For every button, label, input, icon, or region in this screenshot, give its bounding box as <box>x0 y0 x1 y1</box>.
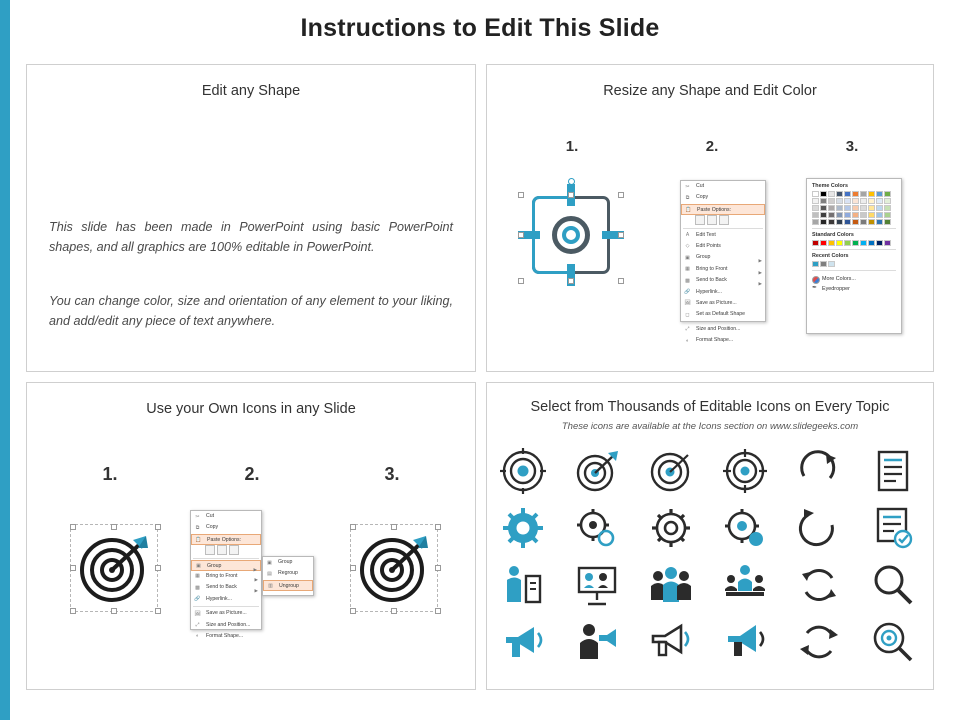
context-menu-label: Bring to Front <box>206 572 238 579</box>
selection-handle-tl[interactable] <box>70 524 76 530</box>
paste-icon-2[interactable] <box>217 545 227 555</box>
panel-separator <box>812 228 896 229</box>
context-menu-item[interactable] <box>191 511 261 522</box>
megaphone-filled-icon[interactable] <box>722 619 768 665</box>
submenu-item-group[interactable] <box>263 557 313 568</box>
color-picker-panel[interactable] <box>806 178 902 334</box>
selection-handle-tc[interactable] <box>391 524 397 530</box>
theme-colors-row-3[interactable] <box>812 205 898 211</box>
panel-edit-any-shape <box>26 64 476 372</box>
scissors-icon: ✂ <box>195 513 200 520</box>
selection-handle-mr[interactable] <box>618 232 624 238</box>
context-menu-label: Cut <box>696 183 705 189</box>
icon-gallery <box>496 448 924 678</box>
context-menu-label: Paste Options: <box>697 206 732 213</box>
selection-handle-br[interactable] <box>618 278 624 284</box>
color-swatch[interactable] <box>828 198 835 204</box>
context-menu-item[interactable] <box>191 522 261 533</box>
color-swatch[interactable] <box>828 261 835 267</box>
color-swatch[interactable] <box>876 205 883 211</box>
send-back-icon: ▩ <box>685 277 690 284</box>
color-swatch[interactable] <box>876 240 883 246</box>
color-swatch[interactable] <box>820 212 827 218</box>
group-people-icon[interactable] <box>648 562 694 608</box>
text-icon: A <box>685 232 690 239</box>
gear-cog-icon[interactable] <box>722 505 768 551</box>
format-shape-icon: ◐ <box>685 337 690 344</box>
recycle-arrows-icon[interactable] <box>796 562 842 608</box>
eyedropper-icon: ✒ <box>812 285 818 291</box>
color-swatch[interactable] <box>820 240 827 246</box>
panel-title-resize-shape: Resize any Shape and Edit Color <box>603 83 817 99</box>
context-menu-item[interactable] <box>681 298 765 309</box>
theme-colors-label: Theme Colors <box>812 183 848 189</box>
color-swatch[interactable] <box>876 198 883 204</box>
group-icon: ▣ <box>267 559 272 566</box>
context-menu-item[interactable] <box>681 241 765 252</box>
selection-handle-bc[interactable] <box>111 608 117 614</box>
chevron-right-icon: ▶ <box>253 566 257 572</box>
context-menu-item[interactable] <box>191 594 261 605</box>
color-swatch[interactable] <box>844 205 851 211</box>
step-number-bl-3: 3. <box>384 464 400 484</box>
selection-handle-ml[interactable] <box>70 565 76 571</box>
target-crosshair-icon[interactable] <box>722 448 768 494</box>
default-shape-icon: ◻ <box>685 311 690 318</box>
selection-handle-br[interactable] <box>435 608 441 614</box>
group-icon: ▣ <box>196 563 201 570</box>
theme-colors-row-5[interactable] <box>812 219 898 225</box>
context-menu-label: Paste Options: <box>207 536 242 543</box>
color-swatch[interactable] <box>868 205 875 211</box>
color-swatch[interactable] <box>812 261 819 267</box>
refresh-circle-icon[interactable] <box>796 505 842 551</box>
color-swatch[interactable] <box>884 205 891 211</box>
panel-title-editable-icons: Select from Thousands of Editable Icons on Every Topic <box>530 399 890 415</box>
eyedropper-item[interactable] <box>810 284 898 294</box>
chevron-right-icon: ▶ <box>758 281 762 287</box>
paste-icon-1[interactable] <box>695 215 705 225</box>
context-menu-item[interactable] <box>681 192 765 203</box>
submenu-label: Regroup <box>278 570 298 577</box>
target-dart-icon-1 <box>74 528 154 608</box>
color-swatch[interactable] <box>812 240 819 246</box>
gear-outline-icon[interactable] <box>648 505 694 551</box>
context-menu-item[interactable] <box>681 252 765 263</box>
format-shape-icon: ◐ <box>195 633 200 640</box>
eyedropper-label: Eyedropper <box>822 286 850 292</box>
size-position-icon: ⤢ <box>195 622 200 629</box>
color-swatch[interactable] <box>852 198 859 204</box>
color-swatch[interactable] <box>836 205 843 211</box>
context-menu-label: Format Shape... <box>206 632 244 639</box>
submenu-label: Ungroup <box>279 582 299 589</box>
color-swatch[interactable] <box>812 212 819 218</box>
color-swatch[interactable] <box>844 240 851 246</box>
color-swatch[interactable] <box>836 191 843 197</box>
context-menu-label: Hyperlink... <box>206 595 232 602</box>
color-swatch[interactable] <box>868 191 875 197</box>
recent-colors-label: Recent Colors <box>812 253 849 259</box>
paste-option-icons[interactable] <box>205 545 241 556</box>
context-menu-label: Save as Picture... <box>206 610 247 617</box>
context-menu-item[interactable] <box>191 620 261 631</box>
menu-separator <box>193 606 259 607</box>
color-swatch[interactable] <box>884 240 891 246</box>
context-menu-label: Format Shape... <box>696 337 734 344</box>
shape-ring-inner <box>562 226 580 244</box>
context-menu-item[interactable] <box>191 631 261 642</box>
color-swatch[interactable] <box>884 219 891 225</box>
selection-handle-bl[interactable] <box>350 608 356 614</box>
color-swatch[interactable] <box>820 191 827 197</box>
context-menu-item[interactable] <box>681 309 765 320</box>
color-swatch[interactable] <box>868 212 875 218</box>
color-swatch[interactable] <box>852 240 859 246</box>
selection-handle-tr[interactable] <box>618 192 624 198</box>
context-menu-label: Set as Default Shape <box>696 311 746 318</box>
color-swatch[interactable] <box>868 240 875 246</box>
context-menu-label: Copy <box>696 194 709 201</box>
circular-arrows-icon[interactable] <box>796 619 842 665</box>
color-swatch[interactable] <box>844 212 851 218</box>
color-swatch[interactable] <box>828 219 835 225</box>
more-colors-label: More Colors... <box>822 276 856 282</box>
standard-colors-label: Standard Colors <box>812 232 854 238</box>
color-swatch[interactable] <box>884 198 891 204</box>
scissors-icon: ✂ <box>685 183 690 190</box>
menu-separator <box>193 558 259 559</box>
target-dart-icon-3 <box>354 528 434 608</box>
standard-colors-row[interactable] <box>812 240 898 246</box>
ungroup-icon: ▥ <box>268 583 273 590</box>
more-colors-item[interactable] <box>810 274 898 284</box>
context-menu-item-paste-options[interactable] <box>681 204 765 215</box>
color-swatch[interactable] <box>828 191 835 197</box>
color-swatch[interactable] <box>884 212 891 218</box>
context-submenu-group[interactable] <box>262 556 314 596</box>
color-swatch[interactable] <box>820 261 827 267</box>
color-swatch[interactable] <box>852 219 859 225</box>
color-swatch[interactable] <box>820 198 827 204</box>
recent-colors-row[interactable] <box>812 261 898 267</box>
target-spiral-icon[interactable] <box>648 448 694 494</box>
panel-separator <box>812 249 896 250</box>
chevron-right-icon: ▶ <box>758 269 762 275</box>
selection-handle-bl[interactable] <box>70 608 76 614</box>
color-swatch[interactable] <box>876 191 883 197</box>
paste-icon-1[interactable] <box>205 545 215 555</box>
context-menu-item[interactable] <box>191 608 261 619</box>
step-number-tr-1: 1. <box>565 138 579 155</box>
selection-handle-mr[interactable] <box>155 565 161 571</box>
color-swatch[interactable] <box>828 212 835 218</box>
send-back-icon: ▩ <box>195 584 200 591</box>
paste-option-icons[interactable] <box>695 215 731 226</box>
megaphone-icon[interactable] <box>500 619 546 665</box>
selection-handle-ml[interactable] <box>350 565 356 571</box>
color-swatch[interactable] <box>836 219 843 225</box>
submenu-item-ungroup[interactable] <box>263 580 313 591</box>
context-menu-item[interactable] <box>681 181 765 192</box>
context-menu-label: Copy <box>206 524 219 531</box>
selection-handle-br[interactable] <box>155 608 161 614</box>
context-menu-item[interactable] <box>681 287 765 298</box>
accent-bar <box>0 0 10 720</box>
panel-title-use-own-icons: Use your Own Icons in any Slide <box>146 401 356 417</box>
color-swatch[interactable] <box>836 212 843 218</box>
clipboard-icon: 📋 <box>195 537 202 544</box>
color-swatch[interactable] <box>852 212 859 218</box>
context-menu-item[interactable] <box>191 582 261 593</box>
context-menu-label: Save as Picture... <box>696 299 737 306</box>
team-meeting-icon[interactable] <box>722 562 768 608</box>
chevron-right-icon: ▶ <box>254 588 258 594</box>
context-menu-label: Hyperlink... <box>696 288 722 295</box>
theme-colors-row-1[interactable] <box>812 191 898 197</box>
context-menu-label: Send to Back <box>206 584 237 591</box>
context-menu-item[interactable] <box>681 335 765 346</box>
selection-handle-bl[interactable] <box>518 278 524 284</box>
color-swatch[interactable] <box>884 191 891 197</box>
panel-separator <box>812 270 896 271</box>
picture-icon: 🖼 <box>194 610 201 617</box>
context-menu-shape[interactable] <box>680 180 766 344</box>
bring-front-icon: ▦ <box>685 266 690 273</box>
color-swatch[interactable] <box>860 219 867 225</box>
color-swatch[interactable] <box>876 212 883 218</box>
submenu-label: Group <box>278 559 293 565</box>
target-search-icon[interactable] <box>870 619 916 665</box>
color-swatch[interactable] <box>836 240 843 246</box>
clipboard-icon: 📋 <box>685 207 692 214</box>
selection-handle-mr[interactable] <box>435 565 441 571</box>
color-swatch[interactable] <box>860 205 867 211</box>
chevron-right-icon: ▶ <box>758 258 762 264</box>
step-number-tr-2: 2. <box>705 138 719 155</box>
selection-handle-bc[interactable] <box>568 278 574 284</box>
color-swatch[interactable] <box>860 240 867 246</box>
context-menu-item[interactable] <box>681 264 765 275</box>
context-menu-label: Size and Position... <box>206 621 251 628</box>
context-menu-label: Edit Points <box>696 242 721 249</box>
context-menu-icon[interactable] <box>190 510 262 640</box>
paragraph-one: This slide has been made in PowerPoint using basic PowerPoint shapes, and all graphics are 100% editable in PowerPoint. <box>49 220 453 255</box>
context-menu-label: Cut <box>206 513 215 519</box>
color-swatch[interactable] <box>860 198 867 204</box>
color-swatch[interactable] <box>812 205 819 211</box>
color-swatch[interactable] <box>868 219 875 225</box>
selection-handle-tl[interactable] <box>350 524 356 530</box>
color-swatch[interactable] <box>852 205 859 211</box>
chevron-right-icon: ▶ <box>254 576 258 582</box>
person-megaphone-icon[interactable] <box>574 619 620 665</box>
step-number-tr-3: 3. <box>845 138 859 155</box>
context-menu-item[interactable] <box>681 275 765 286</box>
menu-separator <box>683 322 763 323</box>
context-menu-item-group[interactable] <box>191 560 261 571</box>
color-swatch[interactable] <box>852 191 859 197</box>
color-swatch[interactable] <box>820 205 827 211</box>
selection-handle-tl[interactable] <box>518 192 524 198</box>
refresh-clockwise-icon[interactable] <box>796 448 842 494</box>
gear-solid-icon[interactable] <box>500 505 546 551</box>
color-swatch[interactable] <box>836 198 843 204</box>
color-swatch[interactable] <box>844 198 851 204</box>
target-dart-icon[interactable] <box>574 448 620 494</box>
hyperlink-icon: 🔗 <box>194 596 201 603</box>
paragraph-two: You can change color, size and orientation of any element to your liking, and add/edit any piece of text anywhere. <box>49 294 453 329</box>
panel-subtitle-icons-source: These icons are available at the Icons section on www.slidegeeks.com <box>561 421 859 432</box>
paste-options-icons-row[interactable] <box>681 215 765 226</box>
selection-handle-tr[interactable] <box>155 524 161 530</box>
submenu-item-regroup[interactable] <box>263 568 313 579</box>
color-swatch[interactable] <box>868 198 875 204</box>
person-podium-icon[interactable] <box>500 562 546 608</box>
color-swatch[interactable] <box>844 191 851 197</box>
size-position-icon: ⤢ <box>685 326 690 333</box>
color-swatch[interactable] <box>820 219 827 225</box>
context-menu-item-paste-options[interactable] <box>191 534 261 545</box>
color-swatch[interactable] <box>860 212 867 218</box>
panel-title-edit-any-shape: Edit any Shape <box>201 83 301 99</box>
bring-front-icon: ▦ <box>195 573 200 580</box>
copy-icon: ⧉ <box>685 194 690 201</box>
step-number-bl-2: 2. <box>244 464 260 484</box>
color-swatch[interactable] <box>876 219 883 225</box>
selection-handle-tc[interactable] <box>568 192 574 198</box>
group-icon: ▣ <box>685 254 690 261</box>
theme-colors-row-2[interactable] <box>812 198 898 204</box>
paste-icon-3[interactable] <box>719 215 729 225</box>
menu-separator <box>683 228 763 229</box>
context-menu-item[interactable] <box>681 324 765 335</box>
palette-icon <box>812 276 820 284</box>
color-swatch[interactable] <box>828 205 835 211</box>
color-swatch[interactable] <box>812 219 819 225</box>
megaphone-loud-icon[interactable] <box>648 619 694 665</box>
paste-icon-3[interactable] <box>229 545 239 555</box>
regroup-icon: ▤ <box>267 570 272 577</box>
hyperlink-icon: 🔗 <box>684 289 691 296</box>
color-swatch[interactable] <box>812 198 819 204</box>
paste-icon-2[interactable] <box>707 215 717 225</box>
color-swatch[interactable] <box>812 191 819 197</box>
selection-handle-ml[interactable] <box>518 232 524 238</box>
points-icon: ◇ <box>685 243 690 250</box>
document-lines-icon[interactable] <box>870 448 916 494</box>
color-swatch[interactable] <box>828 240 835 246</box>
picture-icon: 🖼 <box>684 300 691 307</box>
context-menu-label: Group <box>696 254 711 261</box>
selection-handle-tr[interactable] <box>435 524 441 530</box>
checklist-document-icon[interactable] <box>870 505 916 551</box>
target-rings-icon[interactable] <box>500 448 546 494</box>
context-menu-item[interactable] <box>681 230 765 241</box>
page-title: Instructions to Edit This Slide <box>300 14 660 42</box>
context-menu-label: Send to Back <box>696 277 727 284</box>
selection-handle-bc[interactable] <box>391 608 397 614</box>
shape-selection-illustration <box>518 178 624 298</box>
copy-icon: ⧉ <box>195 524 200 531</box>
paste-options-icons-row[interactable] <box>191 545 261 556</box>
color-swatch[interactable] <box>860 191 867 197</box>
presentation-people-icon[interactable] <box>574 562 620 608</box>
selection-handle-tc[interactable] <box>111 524 117 530</box>
color-swatch[interactable] <box>844 219 851 225</box>
step-number-bl-1: 1. <box>102 464 118 484</box>
context-menu-item[interactable] <box>191 571 261 582</box>
theme-colors-row-4[interactable] <box>812 212 898 218</box>
context-menu-label: Bring to Front <box>696 265 728 272</box>
context-menu-label: Edit Text <box>696 231 716 238</box>
gear-double-icon[interactable] <box>574 505 620 551</box>
context-menu-label: Size and Position... <box>696 325 741 332</box>
magnifier-icon[interactable] <box>870 562 916 608</box>
context-menu-label: Group <box>207 562 222 569</box>
